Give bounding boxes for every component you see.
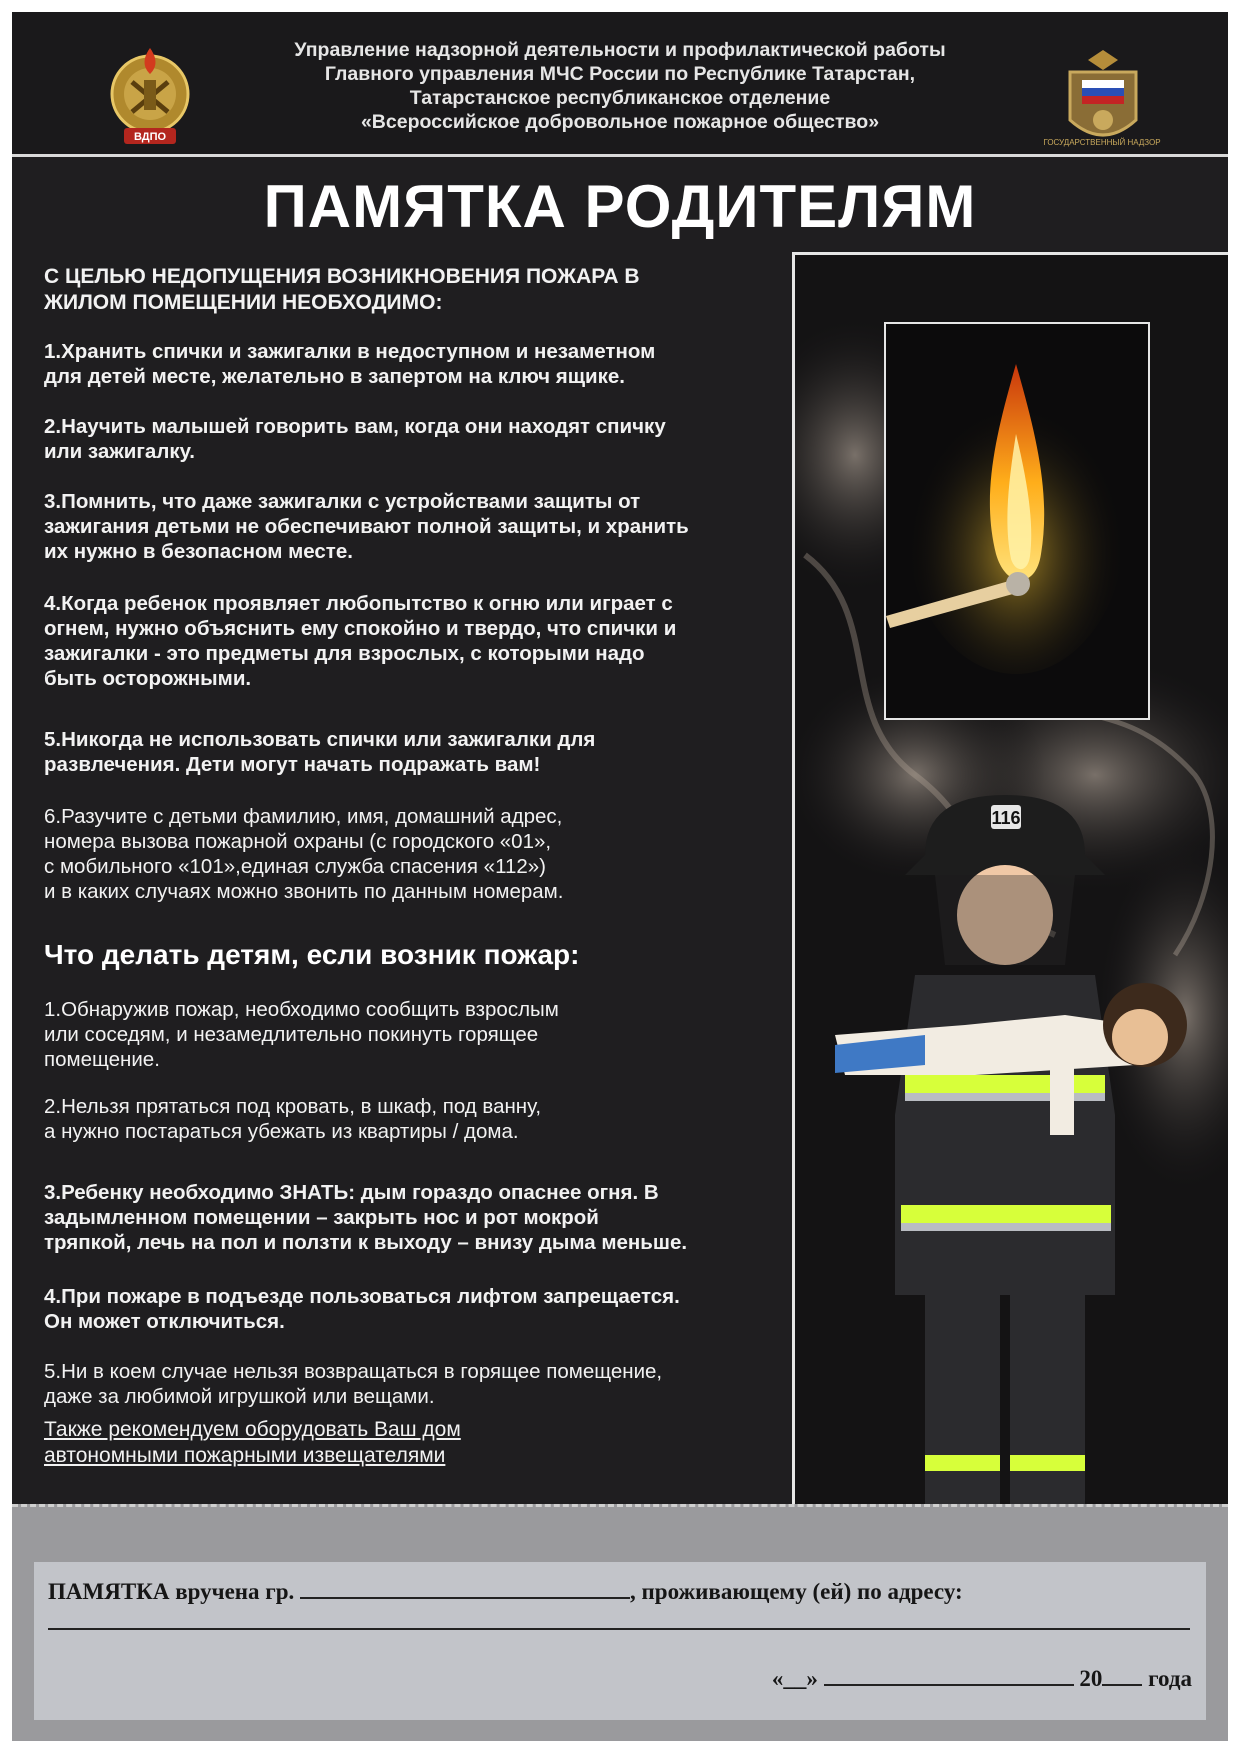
receipt-form — [34, 1562, 1206, 1720]
address-label: , проживающему (ей) по адресу: — [630, 1579, 963, 1604]
item-line: 4.Когда ребенок проявляет любопытство к огню или играет с — [44, 592, 673, 615]
item-line: а нужно постараться убежать из квартиры / дома. — [44, 1120, 519, 1143]
header — [12, 12, 1228, 157]
item-line: 2.Научить малышей говорить вам, когда они находят спичку — [44, 415, 666, 438]
month-field[interactable] — [824, 1664, 1074, 1686]
parents-item — [44, 727, 595, 777]
year-prefix: 20 — [1079, 1666, 1103, 1691]
item-line: 5.Ни в коем случае нельзя возвращаться в горящее помещение, — [44, 1360, 663, 1383]
item-line: 3.Ребенку необходимо ЗНАТЬ: дым гораздо опаснее огня. В — [44, 1181, 659, 1204]
item-line: быть осторожными. — [44, 667, 252, 690]
organization-name — [202, 38, 1038, 134]
parents-item — [44, 489, 689, 564]
children-item — [44, 1180, 687, 1255]
intro-line: ЖИЛОМ ПОМЕЩЕНИИ НЕОБХОДИМО: — [44, 291, 443, 314]
item-line: зажигалки - это предметы для взрослых, с которыми надо — [44, 642, 645, 665]
parents-item — [44, 414, 666, 464]
item-line: 5.Никогда не использовать спички или зажигалки для — [44, 728, 596, 751]
item-line: 4.При пожаре в подъезде пользоваться лифтом запрещается. — [44, 1285, 680, 1308]
given-label: ПАМЯТКА вручена гр. — [48, 1579, 295, 1604]
recommendation-line: Также рекомендуем оборудовать Ваш дом — [44, 1418, 461, 1441]
org-line: «Всероссийское добровольное пожарное общество» — [360, 111, 880, 133]
item-line: для детей месте, желательно в запертом на ключ ящике. — [44, 365, 625, 388]
item-line: их нужно в безопасном месте. — [44, 540, 353, 563]
date-line — [772, 1664, 1192, 1692]
item-line: задымленном помещении – закрыть нос и рот мокрой — [44, 1206, 599, 1229]
tear-off-footer — [12, 1504, 1228, 1741]
burning-match-icon — [886, 324, 1148, 718]
item-line: с мобильного «101»,единая служба спасения «112») — [44, 855, 546, 878]
item-line: или зажигалку. — [44, 440, 195, 463]
item-line: развлечения. Дети могут начать подражать вам! — [44, 753, 541, 776]
recipient-line — [48, 1577, 963, 1605]
children-item — [44, 997, 559, 1072]
vdpo-emblem-label: ВДПО — [133, 131, 167, 143]
item-line: даже за любимой игрушкой или вещами. — [44, 1385, 435, 1408]
item-line: 1.Хранить спички и зажигалки в недоступном и незаметном — [44, 340, 656, 363]
year-suffix: года — [1148, 1666, 1192, 1691]
page-title: ПАМЯТКА РОДИТЕЛЯМ — [263, 173, 977, 240]
state-supervision-badge-icon — [1060, 42, 1146, 152]
children-heading: Что делать детям, если возник пожар: — [44, 939, 580, 970]
intro-heading — [44, 264, 640, 316]
item-line: огнем, нужно объяснить ему спокойно и твердо, что спички и — [44, 617, 677, 640]
address-field[interactable] — [48, 1628, 1190, 1630]
item-line: 2.Нельзя прятаться под кровать, в шкаф, под ванну, — [44, 1095, 542, 1118]
org-line: Управление надзорной деятельности и профилактической работы — [294, 39, 946, 61]
org-line: Главного управления МЧС России по Республике Татарстан, — [324, 63, 916, 85]
burning-match-photo — [884, 322, 1150, 720]
vdpo-emblem-icon — [102, 42, 198, 152]
day-field[interactable]: «__» — [771, 1666, 818, 1691]
poster — [12, 12, 1228, 1741]
item-line: помещение. — [44, 1048, 160, 1071]
recommendation-line: автономными пожарными извещателями — [44, 1444, 446, 1467]
smoke-detector-recommendation — [44, 1417, 461, 1469]
item-line: или соседям, и незамедлительно покинуть горящее — [44, 1023, 539, 1046]
year-field[interactable] — [1102, 1664, 1142, 1686]
item-line: Он может отключиться. — [44, 1310, 285, 1333]
children-item — [44, 1359, 662, 1409]
item-line: 1.Обнаружив пожар, необходимо сообщить взрослым — [44, 998, 559, 1021]
intro-line: С ЦЕЛЬЮ НЕДОПУЩЕНИЯ ВОЗНИКНОВЕНИЯ ПОЖАРА В — [44, 265, 640, 288]
children-item — [44, 1284, 680, 1334]
parents-item — [44, 804, 563, 904]
org-line: Татарстанское республиканское отделение — [409, 87, 831, 109]
parents-item — [44, 339, 655, 389]
parents-item — [44, 591, 676, 691]
item-line: 6.Разучите с детьми фамилию, имя, домашний адрес, — [44, 805, 563, 828]
recipient-name-field[interactable] — [300, 1577, 630, 1599]
helmet-number: 116 — [991, 808, 1021, 828]
item-line: 3.Помнить, что даже зажигалки с устройствами защиты от — [44, 490, 641, 513]
item-line: номера вызова пожарной охраны (с городского «01», — [44, 830, 552, 853]
item-line: тряпкой, лечь на пол и ползти к выходу – внизу дыма меньше. — [44, 1231, 688, 1254]
children-item — [44, 1094, 541, 1144]
item-line: зажигания детьми не обеспечивают полной защиты, и хранить — [44, 515, 689, 538]
item-line: и в каких случаях можно звонить по данным номерам. — [44, 880, 564, 903]
state-supervision-badge-label: ГОСУДАРСТВЕННЫЙ НАДЗОР — [1043, 138, 1161, 147]
